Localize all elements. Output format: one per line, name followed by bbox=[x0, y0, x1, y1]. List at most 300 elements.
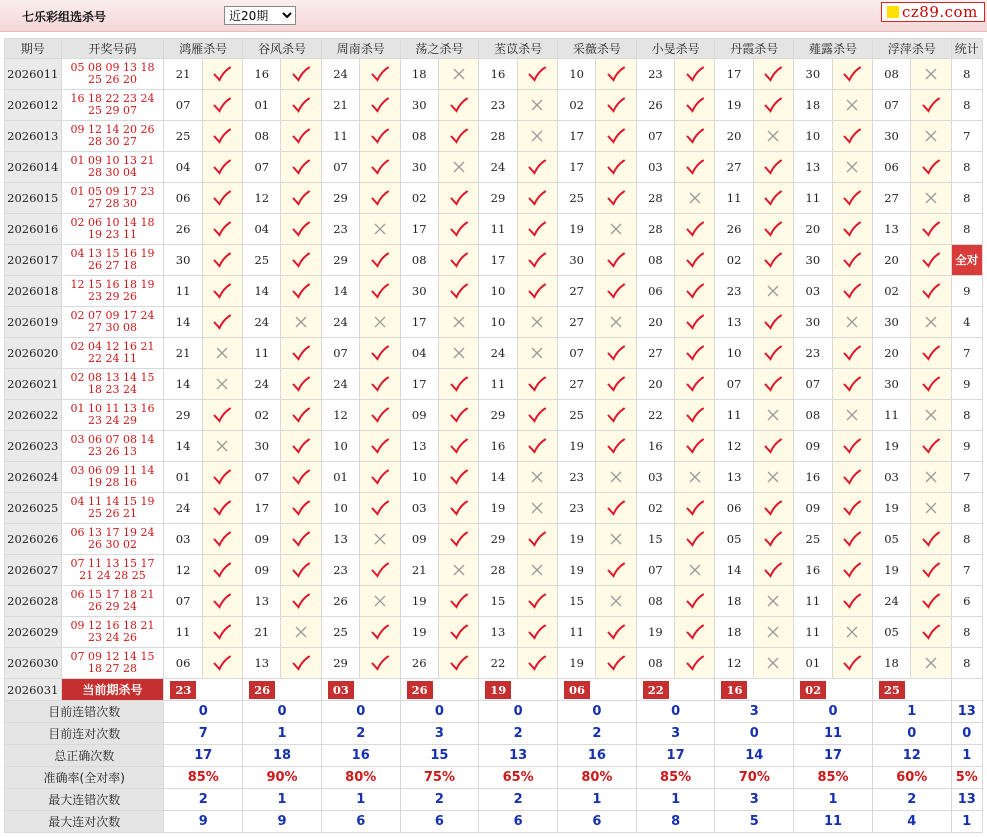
cross-icon bbox=[530, 563, 544, 577]
kill-number-cell: 24 bbox=[321, 59, 359, 90]
logo-text: cz89.com bbox=[902, 3, 978, 21]
kill-number-cell: 01 bbox=[243, 90, 281, 121]
count-cell bbox=[951, 679, 982, 701]
correct-mark-cell bbox=[596, 617, 636, 648]
count-cell: 9 bbox=[951, 369, 982, 400]
wrong-mark-cell bbox=[911, 462, 951, 493]
cross-icon bbox=[373, 315, 387, 329]
correct-mark-cell bbox=[360, 400, 400, 431]
correct-mark-cell bbox=[911, 524, 951, 555]
table-row bbox=[5, 493, 983, 524]
current-kill-label: 当前期杀号 bbox=[61, 679, 164, 701]
count-cell: 8 bbox=[951, 524, 982, 555]
check-icon bbox=[292, 97, 310, 113]
current-kill-cell bbox=[164, 679, 243, 701]
stat-label: 目前连对次数 bbox=[5, 723, 164, 745]
current-kill-badge: 25 bbox=[879, 681, 905, 699]
correct-mark-cell bbox=[832, 586, 872, 617]
check-icon bbox=[292, 562, 310, 578]
correct-mark-cell bbox=[360, 338, 400, 369]
check-icon bbox=[607, 438, 625, 454]
period-cell: 2026017 bbox=[5, 245, 62, 276]
check-icon bbox=[764, 314, 782, 330]
check-icon bbox=[292, 159, 310, 175]
kill-number-cell: 01 bbox=[164, 462, 202, 493]
check-icon bbox=[686, 314, 704, 330]
check-icon bbox=[686, 128, 704, 144]
correct-mark-cell bbox=[202, 245, 242, 276]
kill-number-cell: 02 bbox=[636, 493, 674, 524]
correct-mark-cell bbox=[360, 121, 400, 152]
count-cell: 8 bbox=[951, 183, 982, 214]
kill-number-cell: 20 bbox=[872, 245, 910, 276]
kill-number-cell: 08 bbox=[872, 59, 910, 90]
kill-number-cell: 14 bbox=[479, 462, 517, 493]
correct-mark-cell bbox=[596, 183, 636, 214]
check-icon bbox=[450, 624, 468, 640]
table-row bbox=[5, 307, 983, 338]
check-icon bbox=[686, 159, 704, 175]
stat-value: 0 bbox=[243, 701, 322, 723]
correct-mark-cell bbox=[832, 59, 872, 90]
kill-number-cell: 30 bbox=[164, 245, 202, 276]
check-icon bbox=[292, 190, 310, 206]
kill-number-cell: 02 bbox=[715, 245, 753, 276]
kill-number-cell: 17 bbox=[400, 307, 438, 338]
column-header: 鸿雁杀号 bbox=[164, 39, 243, 59]
period-cell: 2026013 bbox=[5, 121, 62, 152]
kill-number-cell: 09 bbox=[794, 431, 832, 462]
kill-number-cell: 12 bbox=[164, 555, 202, 586]
check-icon bbox=[450, 221, 468, 237]
correct-mark-cell bbox=[202, 462, 242, 493]
correct-mark-cell bbox=[675, 59, 715, 90]
check-icon bbox=[371, 376, 389, 392]
kill-number-cell: 09 bbox=[243, 524, 281, 555]
correct-mark-cell bbox=[360, 152, 400, 183]
kill-number-cell: 06 bbox=[164, 183, 202, 214]
correct-mark-cell bbox=[517, 586, 557, 617]
kill-number-cell: 18 bbox=[794, 90, 832, 121]
check-icon bbox=[764, 345, 782, 361]
correct-mark-cell bbox=[675, 152, 715, 183]
kill-number-cell: 15 bbox=[558, 586, 596, 617]
check-icon bbox=[607, 159, 625, 175]
correct-mark-cell bbox=[596, 648, 636, 679]
wrong-mark-cell bbox=[753, 462, 793, 493]
wrong-mark-cell bbox=[360, 307, 400, 338]
kill-number-cell: 11 bbox=[321, 121, 359, 152]
check-icon bbox=[213, 128, 231, 144]
correct-mark-cell bbox=[202, 152, 242, 183]
correct-mark-cell bbox=[596, 338, 636, 369]
check-icon bbox=[607, 407, 625, 423]
wrong-mark-cell bbox=[517, 90, 557, 121]
check-icon bbox=[450, 190, 468, 206]
correct-mark-cell bbox=[517, 183, 557, 214]
check-icon bbox=[213, 252, 231, 268]
correct-mark-cell bbox=[753, 59, 793, 90]
cross-icon bbox=[452, 67, 466, 81]
count-cell: 8 bbox=[951, 90, 982, 121]
kill-number-cell: 02 bbox=[243, 400, 281, 431]
kill-number-cell: 13 bbox=[243, 648, 281, 679]
table-row bbox=[5, 369, 983, 400]
column-header: 采薇杀号 bbox=[558, 39, 637, 59]
wrong-mark-cell bbox=[438, 338, 478, 369]
kill-number-cell: 17 bbox=[400, 369, 438, 400]
correct-mark-cell bbox=[360, 648, 400, 679]
current-kill-cell bbox=[794, 679, 873, 701]
table-row bbox=[5, 586, 983, 617]
check-icon bbox=[843, 500, 861, 516]
kill-number-cell: 19 bbox=[479, 493, 517, 524]
kill-number-cell: 18 bbox=[715, 617, 753, 648]
kill-number-cell: 20 bbox=[794, 214, 832, 245]
kill-number-cell: 30 bbox=[872, 369, 910, 400]
draw-numbers-cell: 01 10 11 13 16 23 24 29 bbox=[61, 400, 164, 431]
cross-icon bbox=[924, 408, 938, 422]
check-icon bbox=[764, 97, 782, 113]
kill-number-cell: 03 bbox=[794, 276, 832, 307]
kill-number-cell: 12 bbox=[715, 648, 753, 679]
stat-value: 1 bbox=[243, 789, 322, 811]
column-header: 谷风杀号 bbox=[243, 39, 322, 59]
stat-value: 6 bbox=[400, 811, 479, 833]
check-icon bbox=[607, 128, 625, 144]
count-cell: 9 bbox=[951, 276, 982, 307]
wrong-mark-cell bbox=[596, 462, 636, 493]
correct-mark-cell bbox=[753, 152, 793, 183]
check-icon bbox=[607, 624, 625, 640]
cross-icon bbox=[924, 129, 938, 143]
wrong-mark-cell bbox=[753, 586, 793, 617]
wrong-mark-cell bbox=[753, 276, 793, 307]
wrong-mark-cell bbox=[832, 307, 872, 338]
draw-numbers-cell: 07 11 13 15 17 21 24 28 25 bbox=[61, 555, 164, 586]
kill-number-cell: 23 bbox=[558, 462, 596, 493]
stat-value: 13 bbox=[951, 789, 982, 811]
kill-number-cell: 30 bbox=[872, 121, 910, 152]
count-cell: 7 bbox=[951, 462, 982, 493]
stat-value: 0 bbox=[872, 723, 951, 745]
cross-icon bbox=[688, 563, 702, 577]
kill-number-cell: 21 bbox=[164, 338, 202, 369]
check-icon bbox=[292, 531, 310, 547]
wrong-mark-cell bbox=[202, 431, 242, 462]
kill-number-cell: 07 bbox=[715, 369, 753, 400]
correct-mark-cell bbox=[832, 524, 872, 555]
cross-icon bbox=[688, 470, 702, 484]
kill-number-cell: 21 bbox=[400, 555, 438, 586]
cross-icon bbox=[766, 470, 780, 484]
check-icon bbox=[922, 345, 940, 361]
kill-number-cell: 07 bbox=[321, 152, 359, 183]
check-icon bbox=[292, 500, 310, 516]
current-kill-cell bbox=[558, 679, 637, 701]
check-icon bbox=[686, 531, 704, 547]
stat-label: 准确率(全对率) bbox=[5, 767, 164, 789]
kill-number-cell: 21 bbox=[164, 59, 202, 90]
site-logo[interactable] bbox=[881, 2, 985, 22]
stat-value: 0 bbox=[794, 701, 873, 723]
check-icon bbox=[292, 593, 310, 609]
draw-numbers-cell: 09 12 16 18 21 23 24 26 bbox=[61, 617, 164, 648]
column-header: 荡之杀号 bbox=[400, 39, 479, 59]
stat-value: 1 bbox=[794, 789, 873, 811]
draw-numbers-cell: 16 18 22 23 24 25 29 07 bbox=[61, 90, 164, 121]
correct-mark-cell bbox=[438, 431, 478, 462]
kill-number-cell: 22 bbox=[479, 648, 517, 679]
kill-number-cell: 28 bbox=[636, 183, 674, 214]
correct-mark-cell bbox=[675, 338, 715, 369]
check-icon bbox=[922, 97, 940, 113]
period-cell: 2026014 bbox=[5, 152, 62, 183]
correct-mark-cell bbox=[360, 276, 400, 307]
stat-value: 85% bbox=[636, 767, 715, 789]
check-icon bbox=[843, 128, 861, 144]
count-cell: 7 bbox=[951, 338, 982, 369]
cross-icon bbox=[924, 470, 938, 484]
table-row bbox=[5, 338, 983, 369]
period-select[interactable] bbox=[224, 6, 296, 25]
cross-icon bbox=[452, 160, 466, 174]
kill-number-cell: 19 bbox=[558, 214, 596, 245]
correct-mark-cell bbox=[517, 59, 557, 90]
check-icon bbox=[213, 159, 231, 175]
kill-number-cell: 17 bbox=[715, 59, 753, 90]
correct-mark-cell bbox=[202, 276, 242, 307]
correct-mark-cell bbox=[360, 431, 400, 462]
period-cell: 2026028 bbox=[5, 586, 62, 617]
cross-icon bbox=[766, 129, 780, 143]
cross-icon bbox=[373, 222, 387, 236]
correct-mark-cell bbox=[517, 524, 557, 555]
kill-number-cell: 10 bbox=[479, 276, 517, 307]
check-icon bbox=[607, 345, 625, 361]
correct-mark-cell bbox=[438, 121, 478, 152]
check-icon bbox=[607, 252, 625, 268]
kill-number-cell: 19 bbox=[558, 524, 596, 555]
correct-mark-cell bbox=[281, 183, 321, 214]
kill-number-cell: 23 bbox=[321, 214, 359, 245]
kill-number-cell: 11 bbox=[715, 400, 753, 431]
stat-value: 0 bbox=[636, 701, 715, 723]
wrong-mark-cell bbox=[911, 648, 951, 679]
kill-number-cell: 18 bbox=[400, 59, 438, 90]
kill-number-cell: 07 bbox=[872, 90, 910, 121]
check-icon bbox=[922, 159, 940, 175]
kill-number-cell: 14 bbox=[164, 369, 202, 400]
stat-value: 17 bbox=[794, 745, 873, 767]
count-cell: 8 bbox=[951, 648, 982, 679]
cross-icon bbox=[924, 656, 938, 670]
check-icon bbox=[292, 469, 310, 485]
correct-mark-cell bbox=[832, 338, 872, 369]
period-cell: 2026030 bbox=[5, 648, 62, 679]
cross-icon bbox=[530, 470, 544, 484]
kill-number-cell: 30 bbox=[558, 245, 596, 276]
kill-number-cell: 06 bbox=[164, 648, 202, 679]
check-icon bbox=[450, 407, 468, 423]
stat-value: 0 bbox=[951, 723, 982, 745]
current-kill-badge: 19 bbox=[485, 681, 511, 699]
check-icon bbox=[213, 655, 231, 671]
check-icon bbox=[292, 376, 310, 392]
cross-icon bbox=[294, 315, 308, 329]
kill-number-cell: 05 bbox=[872, 524, 910, 555]
check-icon bbox=[843, 252, 861, 268]
correct-mark-cell bbox=[675, 276, 715, 307]
kill-number-cell: 23 bbox=[558, 493, 596, 524]
kill-number-cell: 12 bbox=[715, 431, 753, 462]
current-period-row bbox=[5, 679, 983, 701]
kill-number-cell: 25 bbox=[164, 121, 202, 152]
check-icon bbox=[843, 469, 861, 485]
stat-row bbox=[5, 723, 983, 745]
stat-value: 80% bbox=[321, 767, 400, 789]
check-icon bbox=[607, 283, 625, 299]
kill-number-cell: 23 bbox=[715, 276, 753, 307]
stat-value: 80% bbox=[558, 767, 637, 789]
current-kill-cell bbox=[321, 679, 400, 701]
column-header: 丹霞杀号 bbox=[715, 39, 794, 59]
check-icon bbox=[686, 345, 704, 361]
stat-value: 85% bbox=[794, 767, 873, 789]
kill-number-cell: 29 bbox=[321, 648, 359, 679]
kill-number-cell: 30 bbox=[794, 245, 832, 276]
correct-mark-cell bbox=[832, 276, 872, 307]
cross-icon bbox=[530, 98, 544, 112]
check-icon bbox=[686, 655, 704, 671]
check-icon bbox=[213, 500, 231, 516]
check-icon bbox=[764, 376, 782, 392]
kill-number-cell: 24 bbox=[321, 369, 359, 400]
draw-numbers-cell: 03 06 09 11 14 19 28 16 bbox=[61, 462, 164, 493]
column-header: 统计 bbox=[951, 39, 982, 59]
kill-number-cell: 30 bbox=[400, 276, 438, 307]
table-header-row bbox=[5, 39, 983, 59]
cross-icon bbox=[530, 315, 544, 329]
check-icon bbox=[292, 128, 310, 144]
correct-mark-cell bbox=[281, 276, 321, 307]
current-kill-cell bbox=[243, 679, 322, 701]
correct-mark-cell bbox=[202, 524, 242, 555]
current-kill-badge: 16 bbox=[721, 681, 747, 699]
correct-mark-cell bbox=[675, 431, 715, 462]
correct-mark-cell bbox=[675, 90, 715, 121]
correct-mark-cell bbox=[281, 648, 321, 679]
cross-icon bbox=[452, 563, 466, 577]
draw-numbers-cell: 03 06 07 08 14 23 26 13 bbox=[61, 431, 164, 462]
draw-numbers-cell: 06 15 17 18 21 26 29 24 bbox=[61, 586, 164, 617]
table-row bbox=[5, 400, 983, 431]
stat-value: 11 bbox=[794, 811, 873, 833]
current-kill-badge: 22 bbox=[643, 681, 669, 699]
correct-mark-cell bbox=[281, 90, 321, 121]
kill-number-cell: 09 bbox=[243, 555, 281, 586]
correct-mark-cell bbox=[675, 493, 715, 524]
correct-mark-cell bbox=[832, 431, 872, 462]
check-icon bbox=[843, 438, 861, 454]
kill-number-cell: 13 bbox=[400, 431, 438, 462]
check-icon bbox=[764, 159, 782, 175]
period-cell: 2026026 bbox=[5, 524, 62, 555]
stat-value: 18 bbox=[243, 745, 322, 767]
period-cell: 2026027 bbox=[5, 555, 62, 586]
kill-number-cell: 29 bbox=[164, 400, 202, 431]
kill-number-cell: 09 bbox=[794, 493, 832, 524]
kill-number-cell: 11 bbox=[164, 276, 202, 307]
table-row bbox=[5, 648, 983, 679]
table-row bbox=[5, 555, 983, 586]
kill-number-cell: 27 bbox=[715, 152, 753, 183]
stat-value: 2 bbox=[558, 723, 637, 745]
kill-number-cell: 15 bbox=[479, 586, 517, 617]
kill-number-cell: 08 bbox=[636, 586, 674, 617]
correct-mark-cell bbox=[360, 493, 400, 524]
kill-number-cell: 29 bbox=[321, 183, 359, 214]
draw-numbers-cell: 01 09 10 13 21 28 30 04 bbox=[61, 152, 164, 183]
column-header: 周南杀号 bbox=[321, 39, 400, 59]
kill-number-cell: 23 bbox=[794, 338, 832, 369]
period-cell: 2026024 bbox=[5, 462, 62, 493]
cross-icon bbox=[609, 470, 623, 484]
kill-number-cell: 29 bbox=[479, 524, 517, 555]
wrong-mark-cell bbox=[202, 338, 242, 369]
kill-number-cell: 20 bbox=[715, 121, 753, 152]
stat-value: 1 bbox=[951, 811, 982, 833]
kill-number-cell: 13 bbox=[243, 586, 281, 617]
wrong-mark-cell bbox=[596, 524, 636, 555]
check-icon bbox=[607, 376, 625, 392]
correct-mark-cell bbox=[281, 462, 321, 493]
table-row bbox=[5, 152, 983, 183]
kill-number-cell: 25 bbox=[558, 183, 596, 214]
correct-mark-cell bbox=[596, 152, 636, 183]
kill-number-cell: 07 bbox=[243, 152, 281, 183]
check-icon bbox=[607, 655, 625, 671]
kill-number-cell: 24 bbox=[243, 307, 281, 338]
check-icon bbox=[764, 438, 782, 454]
correct-mark-cell bbox=[202, 307, 242, 338]
kill-number-cell: 18 bbox=[715, 586, 753, 617]
stat-value: 2 bbox=[321, 723, 400, 745]
cross-icon bbox=[924, 315, 938, 329]
kill-number-cell: 11 bbox=[479, 214, 517, 245]
kill-number-cell: 16 bbox=[794, 555, 832, 586]
correct-mark-cell bbox=[438, 462, 478, 493]
kill-number-cell: 09 bbox=[400, 524, 438, 555]
correct-mark-cell bbox=[596, 555, 636, 586]
kill-number-cell: 19 bbox=[400, 586, 438, 617]
stat-value: 70% bbox=[715, 767, 794, 789]
wrong-mark-cell bbox=[675, 555, 715, 586]
period-cell: 2026029 bbox=[5, 617, 62, 648]
cross-icon bbox=[766, 284, 780, 298]
check-icon bbox=[292, 66, 310, 82]
stat-value: 6 bbox=[479, 811, 558, 833]
kill-number-cell: 10 bbox=[321, 431, 359, 462]
check-icon bbox=[213, 593, 231, 609]
logo-square-icon bbox=[887, 6, 899, 18]
stat-value: 6 bbox=[558, 811, 637, 833]
kill-number-cell: 19 bbox=[872, 431, 910, 462]
check-icon bbox=[843, 190, 861, 206]
draw-numbers-cell: 02 08 13 14 15 18 23 24 bbox=[61, 369, 164, 400]
kill-number-cell: 12 bbox=[321, 400, 359, 431]
kill-number-cell: 24 bbox=[164, 493, 202, 524]
